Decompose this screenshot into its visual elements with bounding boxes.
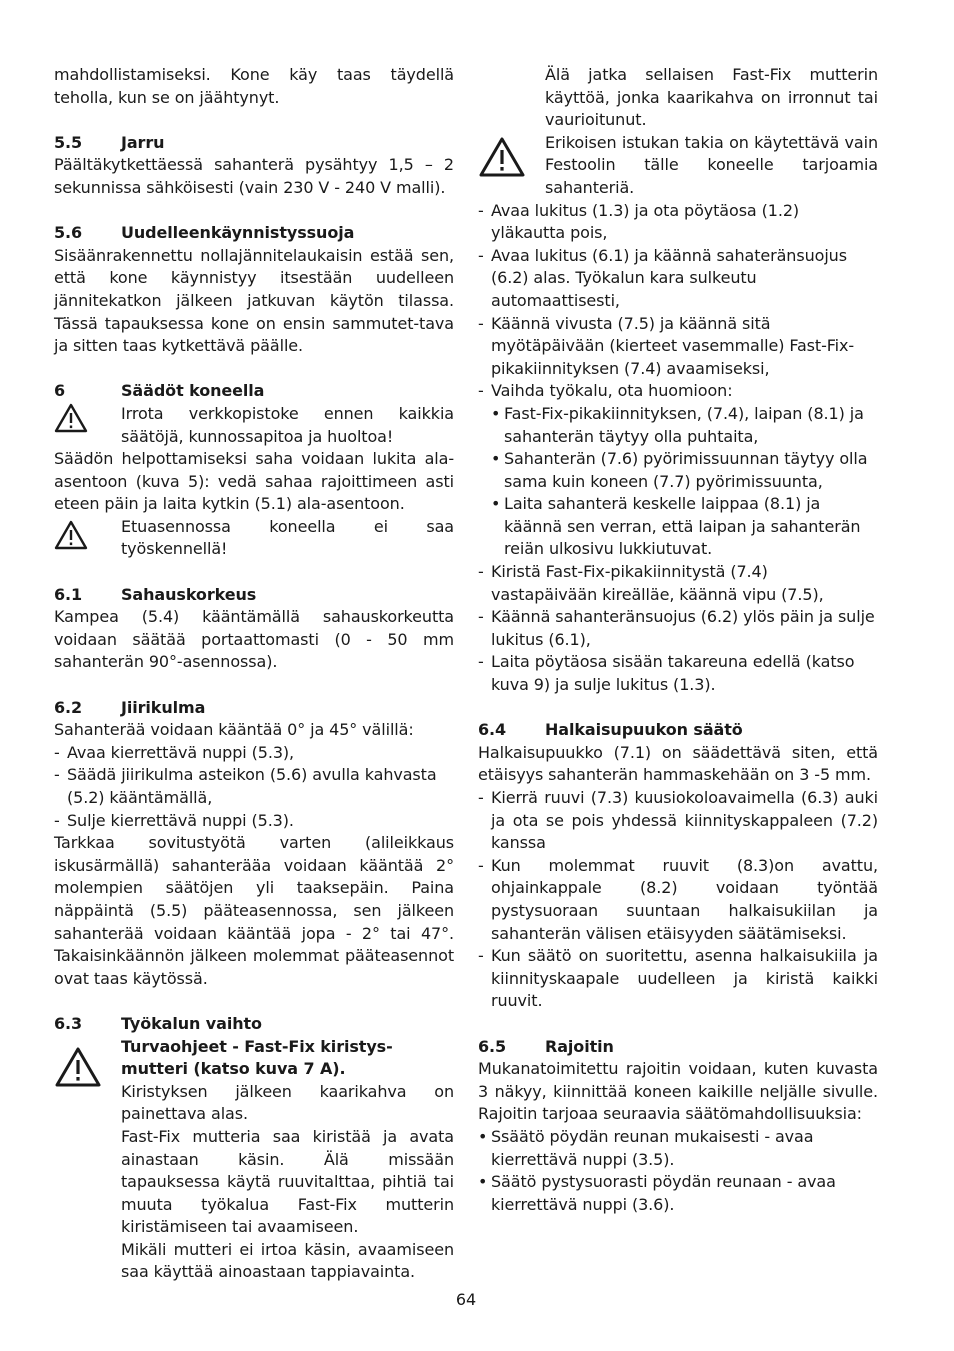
warning-triangle-icon [478, 136, 526, 178]
bullet-item: • Sahanterän (7.6) pyörimissuunnan täytyy olla sama kuin koneen (7.7) pyörimissuunta, [478, 448, 878, 493]
section-5-6-text: Sisäänrakennettu nollajännitelaukaisin estää sen, että kone käynnistyy itsestään uudelleen jännitekatkon jälkeen jatkuvan käytön tilassa. Tässä tapauksessa kone on ensin sammutet-tava ja sitten taas kytkettävä päälle. [54, 245, 454, 356]
section-5-5-text: Päältäkytkettäessä sahanterä pysähtyy 1,5 – 2 sekunnissa sähköisesti (vain 230 V - 240 V malli). [54, 155, 454, 197]
section-6-heading: 6 Säädöt koneella [54, 381, 265, 401]
section-6-4-heading: 6.4 Halkaisupuukon säätö [478, 720, 743, 740]
section-6-1-text: Kampea (5.4) kääntämällä sahauskorkeutta voidaan säätää portaattomasti (0 - 50 mm sahanterän 90°-asennossa). [54, 607, 454, 672]
warning-front-position [54, 516, 454, 561]
warning-unplug [54, 403, 454, 448]
bullet-item: • Säätö pystysuorasti pöydän reunaan - avaa kierrettävä nuppi (3.6). [478, 1171, 878, 1216]
warning-fast-fix-p1: Kiristyksen jälkeen kaarikahva on painettava alas. [121, 1081, 454, 1124]
bullet-item: • Fast-Fix-pikakiinnityksen, (7.4), laipan (8.1) ja sahanterän täytyy olla puhtaita, [478, 403, 878, 448]
warning-fast-fix-p3: Mikäli mutteri ei irtoa käsin, avaamiseen saa käyttää ainoastaan tappiavainta. [121, 1239, 454, 1282]
section-6-1-heading: 6.1 Sahauskorkeus [54, 584, 257, 604]
warning-fast-fix-p2: Fast-Fix mutteria saa kiristää ja avata ainastaan käsin. Älä missään tapauksessa käytä ruuvitalttaa, pihtiä tai muuta työkalua Fast-Fix mutterin kiristämiseen tai avaamiseen. [121, 1126, 454, 1237]
section-6-5-text: Mukanatoimitettu rajoitin voidaan, kuten kuvasta 3 näkyy, kiinnittää koneen kaikille neljälle sivulle. Rajoitin tarjoaa seuraavia säätömahdollisuuksia: [478, 1059, 878, 1124]
warning-triangle-icon [54, 403, 88, 433]
list-item: - Kun molemmat ruuvit (8.3)on avattu, ohjainkappale (8.2) voidaan työntää pystysuoraan suuntaan halkaisukiilan ja sahanterän välisen etäisyyden säätämiseksi. [478, 855, 878, 945]
list-item: - Avaa lukitus (1.3) ja ota pöytäosa (1.2) yläkautta pois, [478, 200, 878, 245]
section-6-5-heading: 6.5 Rajoitin [478, 1036, 614, 1056]
section-6-4-text: Halkaisupuukko (7.1) on säädettävä siten, että etäisyys sahanterän hammaskehään on 3 -5 mm. [478, 742, 878, 785]
list-item: - Sulje kierrettävä nuppi (5.3). [54, 810, 454, 833]
list-item: - Käännä vivusta (7.5) ja käännä sitä myötäpäivään (kierteet vasemmalle) Fast-Fix-pikakiinnityksen (7.4) avaamiseksi, [478, 313, 878, 381]
page-number: 64 [455, 1290, 477, 1309]
list-item: - Käännä sahanteränsuojus (6.2) ylös päin ja sulje lukitus (6.1), [478, 606, 878, 651]
list-item: - Avaa lukitus (6.1) ja käännä sahateränsuojus (6.2) alas. Työkalun kara sulkeutu automaattisesti, [478, 245, 878, 313]
section-6-2-intro: Sahanterää voidaan kääntää 0° ja 45° välillä: [54, 720, 414, 740]
warning-continued [478, 64, 878, 200]
list-item: - Kierrä ruuvi (7.3) kuusiokoloavaimella (6.3) auki ja ota se pois yhdessä kiinnityskappaleen (7.2) kanssa [478, 787, 878, 855]
section-6-3-heading: 6.3 Työkalun vaihto [54, 1013, 262, 1033]
warning-unplug-text: Irrota verkkopistoke ennen kaikkia säätöjä, kunnossapitoa ja huoltoa! [121, 403, 454, 446]
intro-paragraph: mahdollistamiseksi. Kone käy taas täydellä teholla, kun se on jäähtynyt. [54, 65, 454, 107]
section-6-2-heading: 6.2 Jiirikulma [54, 697, 206, 717]
list-item: - Kun säätö on suoritettu, asenna halkaisukiila ja kiinnityskaapale uudelleen ja kiristä kaikki ruuvit. [478, 945, 878, 1013]
list-item: - Vaihda työkalu, ota huomioon: [478, 380, 878, 403]
warning-triangle-icon [54, 1046, 102, 1088]
list-item: - Avaa kierrettävä nuppi (5.3), [54, 742, 454, 765]
warning-fast-fix [54, 1036, 454, 1285]
warning-front-position-text: Etuasennossa koneella ei saa työskennellä! [121, 516, 454, 559]
warning-continued-p1: Älä jatka sellaisen Fast-Fix mutterin käyttöä, jonka kaarikahva on irronnut tai vaurioitunut. [545, 65, 878, 130]
section-6-2-text: Tarkkaa sovitustyötä varten (alileikkaus iskusärmällä) sahanterääa voidaan kääntää 2° molempien säätöjen yli taaksepäin. Paina näppäintä (5.5) pääteasennossa, sen jälkeen sahanterää voidaan kääntää jopa - 2° tai 47°. Takaisinkäännön jälkeen molemmat pääteasennot ovat taas käytössä. [54, 833, 454, 988]
bullet-item: • Ssäätö pöydän reunan mukaisesti - avaa kierrettävä nuppi (3.5). [478, 1126, 878, 1171]
list-item: - Kiristä Fast-Fix-pikakiinnitystä (7.4) vastapäivään kireälläe, käännä vipu (7.5), [478, 561, 878, 606]
warning-triangle-icon [54, 520, 88, 550]
section-5-6-heading: 5.6 Uudelleenkäynnistyssuoja [54, 223, 355, 243]
section-5-5-heading: 5.5 Jarru [54, 132, 165, 152]
right-column [478, 64, 878, 1216]
bullet-item: • Laita sahanterä keskelle laippaa (8.1) ja käännä sen verran, että laipan ja sahanterän reiän ulkosivu lukkiutuvat. [478, 493, 878, 561]
list-item: - Laita pöytäosa sisään takareuna edellä (katso kuva 9) ja sulje lukitus (1.3). [478, 651, 878, 696]
section-6-text: Säädön helpottamiseksi saha voidaan lukita ala-asentoon (kuva 5): vedä sahaa rajoittimeen asti eteen päin ja laita kytkin (5.1) ala-asentoon. [54, 449, 454, 514]
list-item: - Säädä jiirikulma asteikon (5.6) avulla kahvasta (5.2) kääntämällä, [54, 764, 454, 809]
warning-fast-fix-title: Turvaohjeet - Fast-Fix kiristys-mutteri (katso kuva 7 A). [121, 1036, 393, 1079]
left-column [54, 64, 454, 1284]
warning-continued-p2: Erikoisen istukan takia on käytettävä vain Festoolin tälle koneelle tarjoamia sahanteriä. [545, 132, 878, 197]
